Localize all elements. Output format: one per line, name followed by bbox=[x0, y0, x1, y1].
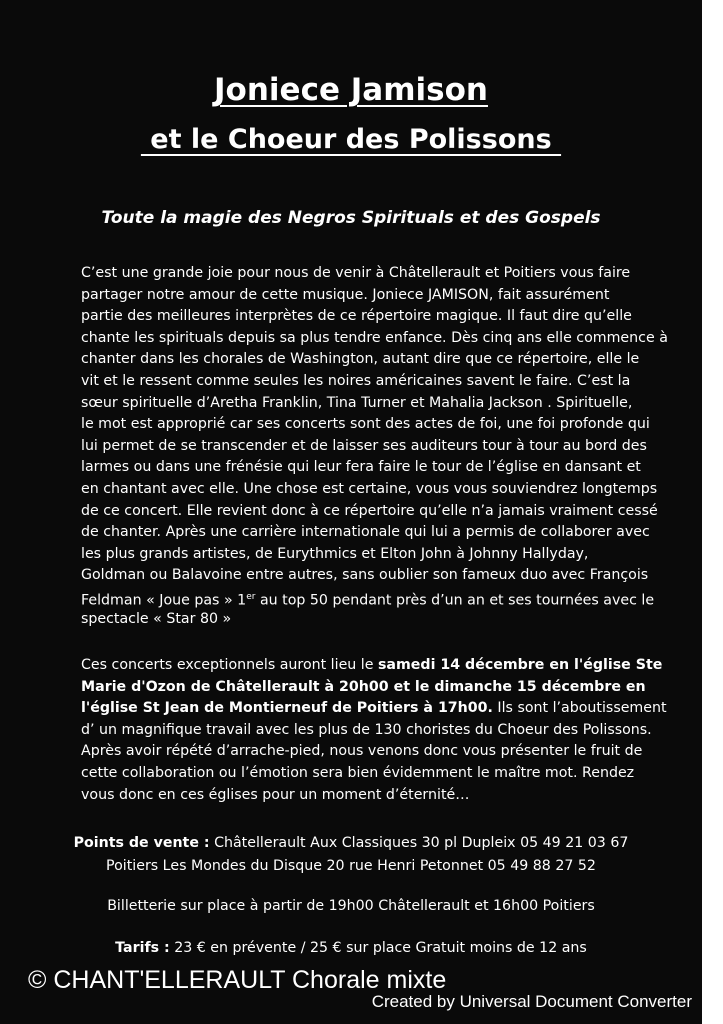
title-choir: et le Choeur des Polissons bbox=[140, 124, 562, 155]
concert-venue-2: l'église St Jean de Montierneuf de Poitiers à 17h00. bbox=[81, 700, 493, 717]
text-line bbox=[81, 677, 667, 699]
concert-venue-1: Marie d'Ozon de Châtellerault à 20h00 et le dimanche 15 décembre en bbox=[81, 678, 646, 695]
paragraph-intro bbox=[81, 263, 668, 630]
text-line: Goldman ou Balavoine entre autres, sans oublier son fameux duo avec François bbox=[81, 567, 649, 584]
paragraph-concerts bbox=[81, 655, 667, 806]
prices bbox=[0, 940, 702, 956]
text-segment: Ces concerts exceptionnels auront lieu le bbox=[81, 657, 378, 673]
text-line: vit et le ressent comme seules les noires américaines savent le faire. C’est la bbox=[81, 372, 631, 389]
text-line: d’ un magnifique travail avec les plus de 130 choristes du Choeur des Polissons. bbox=[81, 721, 652, 738]
concert-date-1: samedi 14 décembre en l'église Ste bbox=[377, 657, 663, 673]
text-line: cette collaboration ou l’émotion sera bien évidemment le maître mot. Rendez bbox=[81, 764, 635, 781]
text-line: de chanter. Après une carrière internationale qui lui a permis de collaborer avec bbox=[81, 524, 650, 541]
sales-shop-1: Châtellerault Aux Classiques 30 pl Dupleix 05 49 21 03 67 bbox=[209, 835, 629, 851]
text-line: le mot est approprié car ses concerts sont des actes de foi, une foi profonde qui bbox=[81, 416, 650, 433]
text-line: C’est une grande joie pour nous de venir à Châtellerault et Poitiers vous faire bbox=[81, 265, 631, 281]
text-line: les plus grands artistes, de Eurythmics et Elton John à Johnny Hallyday, bbox=[81, 545, 589, 562]
text-line: sœur spirituelle d’Aretha Franklin, Tina Turner et Mahalia Jackson . Spirituelle, bbox=[81, 394, 633, 411]
text-segment: au top 50 pendant près d’un an et ses tournées avec le bbox=[255, 592, 655, 609]
text-line: en chantant avec elle. Une chose est certaine, vous vous souviendrez longtemps bbox=[81, 480, 658, 497]
text-line: lui permet de se transcender et de laisser ses auditeurs tour à tour au bord des bbox=[81, 437, 647, 454]
text-segment: Feldman « Joue pas » 1 bbox=[81, 592, 247, 609]
text-line bbox=[81, 655, 667, 677]
text-line: chanter dans les chorales de Washington, autant dire que ce répertoire, elle le bbox=[81, 351, 640, 368]
copyright-text: © CHANT'ELLERAULT Chorale mixte bbox=[28, 966, 447, 994]
text-line: partie des meilleures interprètes de ce répertoire magique. Il faut dire qu’elle bbox=[81, 308, 632, 325]
prices-text: 23 € en prévente / 25 € sur place Gratuit moins de 12 ans bbox=[169, 940, 587, 956]
prices-label: Tarifs : bbox=[115, 940, 170, 956]
text-line bbox=[81, 698, 667, 720]
text-segment: Ils sont l’aboutissement bbox=[492, 700, 667, 717]
text-line: partager notre amour de cette musique. Joniece JAMISON, fait assurément bbox=[81, 286, 610, 303]
box-office-info: Billetterie sur place à partir de 19h00 Châtellerault et 16h00 Poitiers bbox=[107, 898, 595, 914]
text-line: Après avoir répété d’arrache-pied, nous venons donc vous présenter le fruit de bbox=[81, 743, 643, 760]
sales-shop-2: Poitiers Les Mondes du Disque 20 rue Henri Petonnet 05 49 88 27 52 bbox=[106, 858, 596, 874]
text-line bbox=[81, 587, 668, 609]
sales-line-1 bbox=[0, 832, 702, 855]
text-line: de ce concert. Elle revient donc à ce répertoire qu’elle n’a jamais vraiment cessé bbox=[81, 502, 658, 519]
sales-label: Points de vente : bbox=[73, 835, 210, 851]
subtitle: Toute la magie des Negros Spirituals et des Gospels bbox=[101, 208, 601, 228]
converter-watermark: Created by Universal Document Converter bbox=[371, 992, 692, 1011]
text-line: spectacle « Star 80 » bbox=[81, 610, 232, 627]
text-line: chante les spirituals depuis sa plus tendre enfance. Dès cinq ans elle commence à bbox=[81, 329, 668, 346]
title-artist: Joniece Jamison bbox=[214, 72, 488, 108]
text-line: larmes ou dans une frénésie qui leur fera faire le tour de l’église en dansant et bbox=[81, 459, 641, 476]
text-line: vous donc en ces églises pour un moment d’éternité… bbox=[81, 786, 470, 803]
points-of-sale bbox=[0, 832, 702, 878]
superscript: er bbox=[246, 591, 256, 602]
